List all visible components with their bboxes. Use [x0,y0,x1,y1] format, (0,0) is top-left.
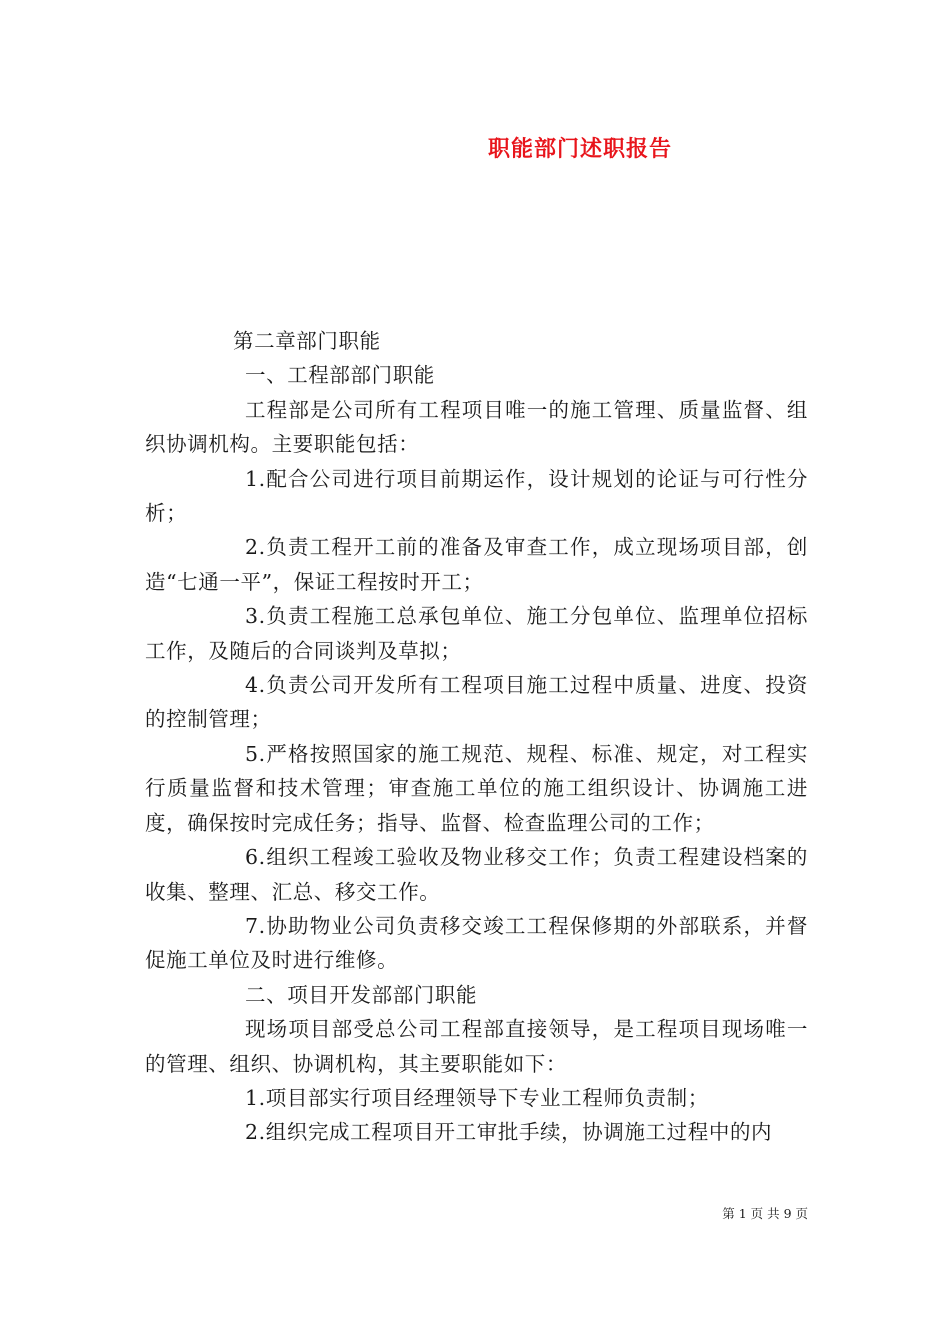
section-heading: 二、项目开发部部门职能 [245,982,478,1007]
list-item: 1.项目部实行项目经理领导下专业工程师负责制； [245,1085,709,1110]
list-item: 2.负责工程开工前的准备及审查工作，成立现场项目部，创造“七通一平”，保证工程按时开工； [145,535,808,594]
section-heading: 一、工程部部门职能 [245,363,435,388]
list-item: 5.严格按照国家的施工规范、规程、标准、规定，对工程实行质量监督和技术管理；审查施工单位的施工组织设计、协调施工进度，确保按时完成任务；指导、监督、检查监理公司的工作； [145,741,808,835]
list-item: 1.配合公司进行项目前期运作，设计规划的论证与可行性分析； [145,466,808,526]
chapter-heading: 第二章部门职能 [233,329,381,353]
list-item: 7.协助物业公司负责移交竣工工程保修期的外部联系，并督促施工单位及时进行维修。 [145,913,808,973]
list-item: 3.负责工程施工总承包单位、施工分包单位、监理单位招标工作，及随后的合同谈判及草拟； [145,604,808,663]
list-item: 6.组织工程竣工验收及物业移交工作；负责工程建设档案的收集、整理、汇总、移交工作。 [145,845,808,904]
list-item: 4.负责公司开发所有工程项目施工过程中质量、进度、投资的控制管理； [145,673,808,732]
document-title: 职能部门述职报告 [488,136,673,162]
document-body [145,324,808,1150]
list-item: 2.组织完成工程项目开工审批手续，协调施工过程中的内 [245,1120,773,1145]
paragraph: 现场项目部受总公司工程部直接领导，是工程项目现场唯一的管理、组织、协调机构，其主要职能如下： [145,1017,808,1076]
paragraph: 工程部是公司所有工程项目唯一的施工管理、质量监督、组织协调机构。主要职能包括： [145,397,808,457]
page-number: 第 1 页 共 9 页 [722,1206,808,1221]
